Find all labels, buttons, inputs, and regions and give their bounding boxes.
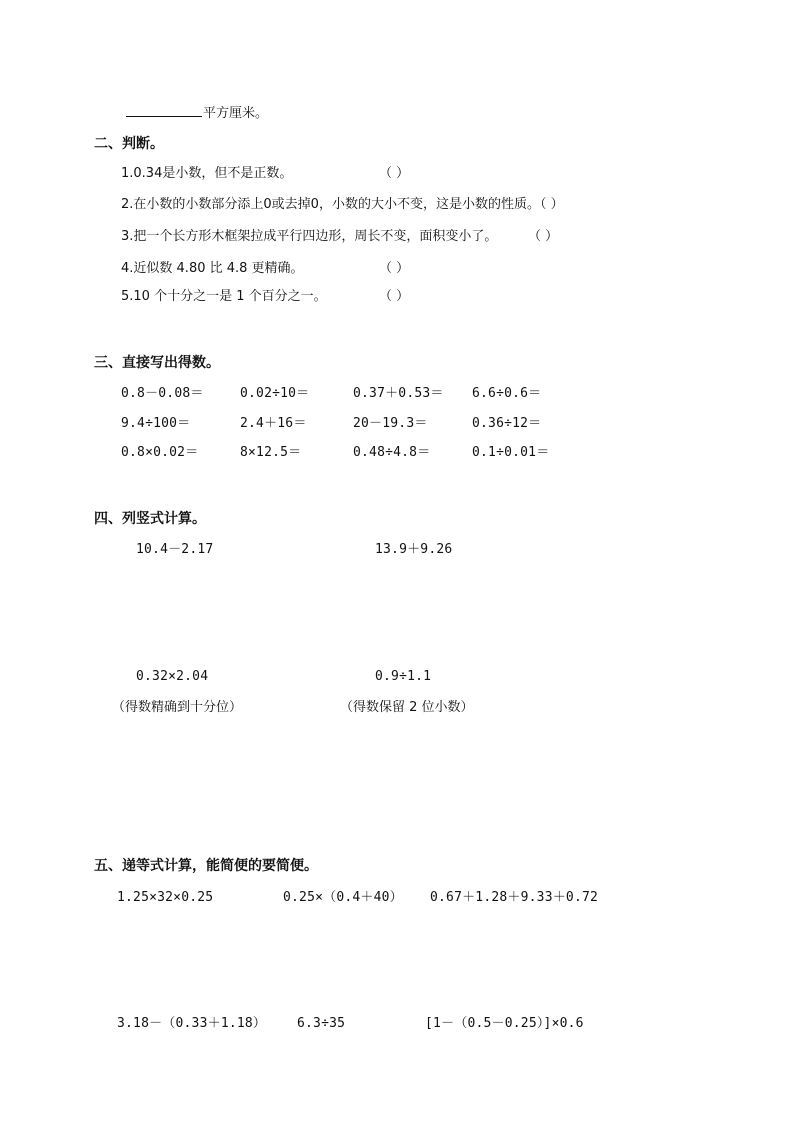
judge-answer-paren-5[interactable]: （ ）	[379, 289, 410, 304]
vertical-calc-problem-2: 13.9＋9.26	[375, 542, 453, 557]
section4-title: 四、列竖式计算。	[94, 511, 206, 527]
oral-calc-item: 0.1÷0.01＝	[472, 445, 550, 460]
judge-item-4: 4.近似数 4.80 比 4.8 更精确。	[121, 261, 304, 276]
oral-calc-item: 0.8－0.08＝	[121, 386, 204, 401]
oral-calc-item: 2.4＋16＝	[240, 416, 307, 431]
oral-calc-item: 0.8×0.02＝	[121, 445, 199, 460]
section2-title: 二、判断。	[94, 136, 164, 152]
judge-item-1: 1.0.34是小数，但不是正数。	[121, 166, 293, 181]
step-calc-item: 3.18－（0.33＋1.18）	[117, 1016, 267, 1031]
step-calc-item: 6.3÷35	[297, 1016, 346, 1031]
oral-calc-item: 0.37＋0.53＝	[353, 386, 444, 401]
section5-title: 五、递等式计算，能简便的要简便。	[94, 858, 318, 874]
oral-calc-item: 8×12.5＝	[240, 445, 302, 460]
oral-calc-item: 20－19.3＝	[353, 416, 428, 431]
step-calc-item: [1－（0.5－0.25）]×0.6	[425, 1016, 584, 1031]
oral-calc-item: 0.02÷10＝	[240, 386, 310, 401]
answer-blank[interactable]	[126, 102, 202, 117]
section3-title: 三、直接写出得数。	[94, 355, 220, 371]
judge-item-5: 5.10 个十分之一是 1 个百分之一。	[121, 289, 327, 304]
step-calc-item: 0.67＋1.28＋9.33＋0.72	[430, 890, 599, 905]
oral-calc-item: 6.6÷0.6＝	[472, 386, 542, 401]
step-calc-item: 0.25×（0.4＋40）	[283, 890, 403, 905]
vertical-calc-problem-1: 10.4－2.17	[136, 542, 214, 557]
oral-calc-item: 0.36÷12＝	[472, 416, 542, 431]
judge-answer-paren-4[interactable]: （ ）	[379, 261, 410, 276]
judge-item-3: 3.把一个长方形木框架拉成平行四边形，周长不变，面积变小了。	[121, 229, 498, 244]
judge-answer-paren-1[interactable]: （ ）	[379, 166, 410, 181]
vertical-calc-problem-4: 0.9÷1.1	[375, 669, 432, 684]
vertical-calc-note-2: （得数保留 2 位小数）	[340, 700, 474, 715]
oral-calc-item: 9.4÷100＝	[121, 416, 191, 431]
vertical-calc-problem-3: 0.32×2.04	[136, 669, 209, 684]
vertical-calc-note-1: （得数精确到十分位）	[112, 700, 243, 715]
top-suffix: 平方厘米。	[203, 106, 269, 121]
judge-item-2: 2.在小数的小数部分添上0或去掉0，小数的大小不变，这是小数的性质。（ ）	[121, 197, 564, 212]
oral-calc-item: 0.48÷4.8＝	[353, 445, 431, 460]
judge-answer-paren-3[interactable]: （ ）	[528, 229, 559, 244]
step-calc-item: 1.25×32×0.25	[117, 890, 214, 905]
top-fill-line	[126, 102, 268, 123]
